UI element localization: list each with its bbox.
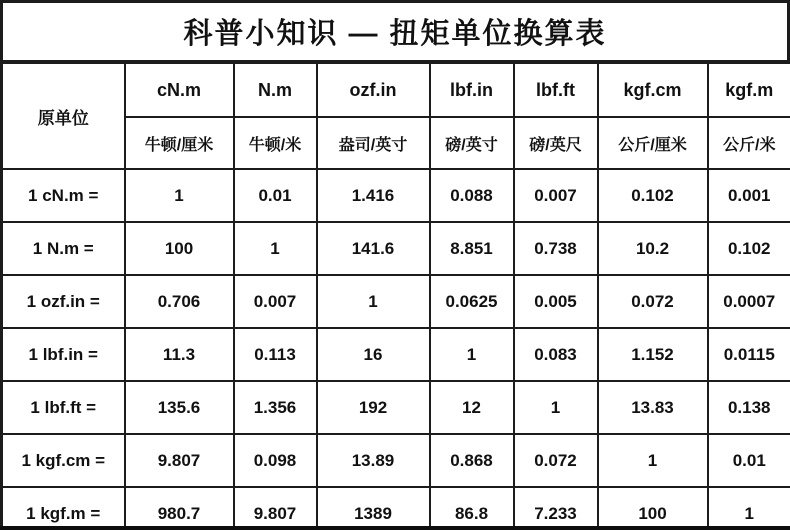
value-cell: 980.7	[125, 487, 234, 530]
value-cell: 0.0625	[430, 275, 514, 328]
value-cell: 0.102	[598, 169, 708, 222]
value-cell: 1	[125, 169, 234, 222]
value-cell: 1	[708, 487, 790, 530]
column-header-unit: cN.m	[125, 63, 234, 117]
page-title: 科普小知识 — 扭矩单位换算表	[183, 18, 607, 50]
value-cell: 11.3	[125, 328, 234, 381]
value-cell: 13.89	[317, 434, 430, 487]
table-row	[2, 434, 790, 487]
value-cell: 9.807	[234, 487, 317, 530]
value-cell: 192	[317, 381, 430, 434]
value-cell: 0.0115	[708, 328, 790, 381]
value-cell: 0.005	[514, 275, 598, 328]
value-cell: 1.416	[317, 169, 430, 222]
value-cell: 100	[598, 487, 708, 530]
column-header-unit: lbf.ft	[514, 63, 598, 117]
row-label: 1 lbf.ft =	[2, 381, 125, 434]
bottom-edge-strip	[0, 526, 790, 530]
value-cell: 12	[430, 381, 514, 434]
value-cell: 0.113	[234, 328, 317, 381]
value-cell: 100	[125, 222, 234, 275]
value-cell: 0.083	[514, 328, 598, 381]
column-header-cn: 牛顿/米	[234, 117, 317, 169]
row-label: 1 cN.m =	[2, 169, 125, 222]
value-cell: 135.6	[125, 381, 234, 434]
column-header-cn: 盎司/英寸	[317, 117, 430, 169]
origin-unit-header: 原单位	[2, 63, 125, 169]
value-cell: 141.6	[317, 222, 430, 275]
table-header	[2, 63, 790, 169]
column-header-cn: 牛顿/厘米	[125, 117, 234, 169]
column-header-unit: kgf.m	[708, 63, 790, 117]
column-header-cn: 磅/英尺	[514, 117, 598, 169]
header-row-units	[2, 63, 790, 117]
value-cell: 0.098	[234, 434, 317, 487]
value-cell: 0.007	[514, 169, 598, 222]
table-body	[2, 169, 790, 530]
torque-conversion-table	[0, 62, 790, 530]
row-label: 1 kgf.cm =	[2, 434, 125, 487]
value-cell: 1	[514, 381, 598, 434]
column-header-unit: kgf.cm	[598, 63, 708, 117]
value-cell: 0.072	[514, 434, 598, 487]
value-cell: 7.233	[514, 487, 598, 530]
value-cell: 0.007	[234, 275, 317, 328]
value-cell: 1	[598, 434, 708, 487]
column-header-cn: 磅/英寸	[430, 117, 514, 169]
value-cell: 0.088	[430, 169, 514, 222]
value-cell: 0.01	[708, 434, 790, 487]
title-bar	[0, 0, 790, 62]
value-cell: 1	[317, 275, 430, 328]
value-cell: 0.738	[514, 222, 598, 275]
table-row	[2, 328, 790, 381]
column-header-cn: 公斤/米	[708, 117, 790, 169]
value-cell: 1	[430, 328, 514, 381]
table-row	[2, 381, 790, 434]
value-cell: 0.102	[708, 222, 790, 275]
value-cell: 0.706	[125, 275, 234, 328]
table-row	[2, 487, 790, 530]
value-cell: 0.868	[430, 434, 514, 487]
table-row	[2, 169, 790, 222]
value-cell: 0.138	[708, 381, 790, 434]
value-cell: 0.001	[708, 169, 790, 222]
value-cell: 0.0007	[708, 275, 790, 328]
value-cell: 1389	[317, 487, 430, 530]
row-label: 1 lbf.in =	[2, 328, 125, 381]
value-cell: 0.072	[598, 275, 708, 328]
column-header-unit: ozf.in	[317, 63, 430, 117]
value-cell: 86.8	[430, 487, 514, 530]
row-label: 1 ozf.in =	[2, 275, 125, 328]
value-cell: 1.356	[234, 381, 317, 434]
value-cell: 9.807	[125, 434, 234, 487]
column-header-cn: 公斤/厘米	[598, 117, 708, 169]
row-label: 1 N.m =	[2, 222, 125, 275]
value-cell: 1.152	[598, 328, 708, 381]
table-row	[2, 222, 790, 275]
table-row	[2, 275, 790, 328]
value-cell: 13.83	[598, 381, 708, 434]
column-header-unit: lbf.in	[430, 63, 514, 117]
column-header-unit: N.m	[234, 63, 317, 117]
value-cell: 10.2	[598, 222, 708, 275]
value-cell: 16	[317, 328, 430, 381]
value-cell: 1	[234, 222, 317, 275]
value-cell: 0.01	[234, 169, 317, 222]
row-label: 1 kgf.m =	[2, 487, 125, 530]
value-cell: 8.851	[430, 222, 514, 275]
